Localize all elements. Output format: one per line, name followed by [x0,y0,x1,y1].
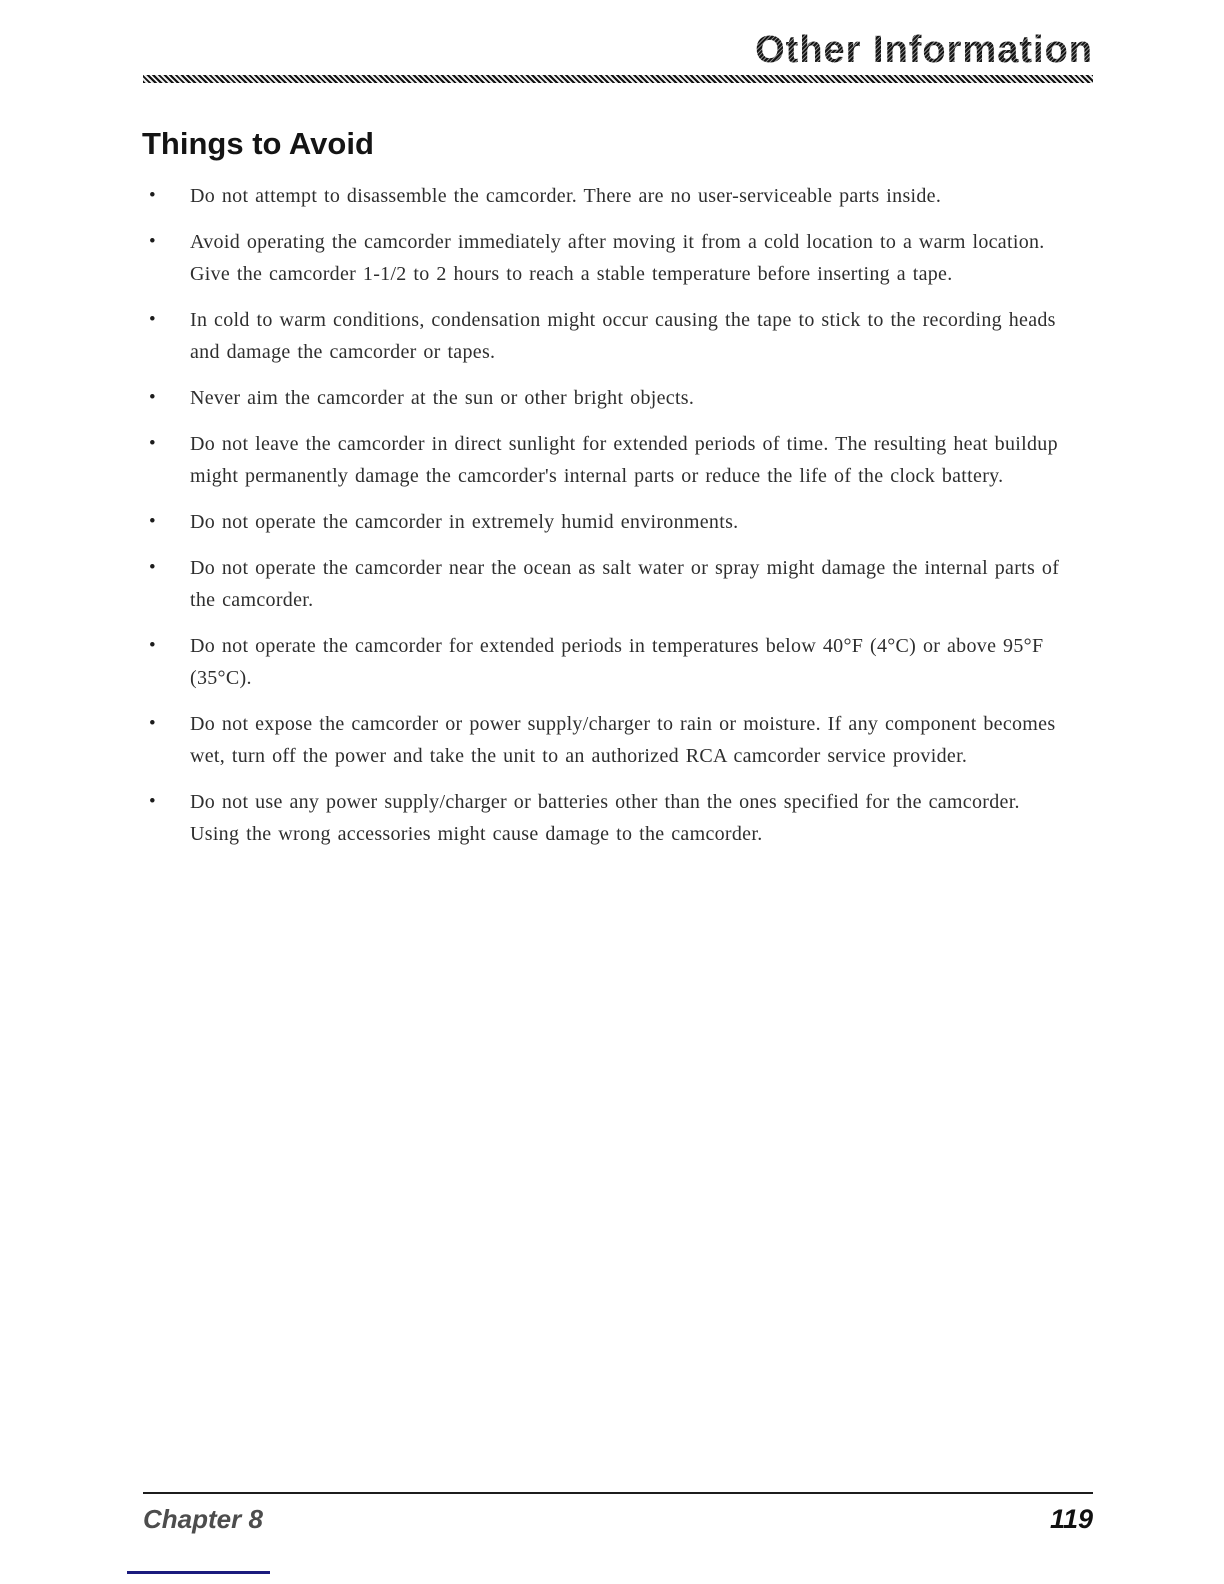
page-header-title: Other Information [143,28,1093,72]
list-item [143,506,1093,538]
bottom-accent-line [127,1571,270,1574]
page-header [143,28,1093,72]
bullet-icon [149,708,156,740]
header-divider [143,75,1093,83]
bullet-icon [149,786,156,818]
list-item [143,304,1093,368]
footer-page-number: 119 [1049,1504,1093,1534]
bullet-icon [149,428,156,460]
list-item-text: Do not operate the camcorder for extended periods in temperatures below 40°F (4°C) or above 95°F (35°C). [190,635,1044,689]
footer-divider [143,1492,1093,1494]
bullet-icon [149,304,156,336]
bullet-icon [149,630,156,662]
list-item [143,226,1093,290]
footer-chapter-label: Chapter 8 [143,1504,263,1534]
page-footer [143,1504,1093,1535]
bullet-icon [149,506,156,538]
list-item [143,708,1093,772]
list-item-text: Do not attempt to disassemble the camcorder. There are no user-serviceable parts inside. [190,185,942,207]
bullet-icon [149,382,156,414]
list-item-text: Never aim the camcorder at the sun or other bright objects. [190,387,695,409]
list-item [143,180,1093,212]
list-item-text: Do not leave the camcorder in direct sunlight for extended periods of time. The resulting heat buildup might permanently damage the camcorder's internal parts or reduce the life of the clock battery. [190,433,1058,487]
bullet-icon [149,180,156,212]
bullet-icon [149,226,156,258]
list-item-text: Do not operate the camcorder near the ocean as salt water or spray might damage the internal parts of the camcorder. [190,557,1060,611]
list-item [143,552,1093,616]
list-item [143,382,1093,414]
list-item [143,786,1093,850]
section-heading: Things to Avoid [142,126,374,161]
list-item-text: Do not use any power supply/charger or batteries other than the ones specified for the camcorder. Using the wrong accessories might cause damage to the camcorder. [190,791,1020,845]
list-item-text: Do not operate the camcorder in extremely humid environments. [190,511,739,533]
list-item-text: Avoid operating the camcorder immediately after moving it from a cold location to a warm location. Give the camcorder 1-1/2 to 2 hours to reach a stable temperature before inserting a tape. [190,231,1045,285]
list-item-text: Do not expose the camcorder or power supply/charger to rain or moisture. If any component becomes wet, turn off the power and take the unit to an authorized RCA camcorder service provider. [190,713,1056,767]
list-item [143,630,1093,694]
list-item-text: In cold to warm conditions, condensation might occur causing the tape to stick to the recording heads and damage the camcorder or tapes. [190,309,1056,363]
bullet-icon [149,552,156,584]
things-to-avoid-list [143,180,1093,864]
list-item [143,428,1093,492]
